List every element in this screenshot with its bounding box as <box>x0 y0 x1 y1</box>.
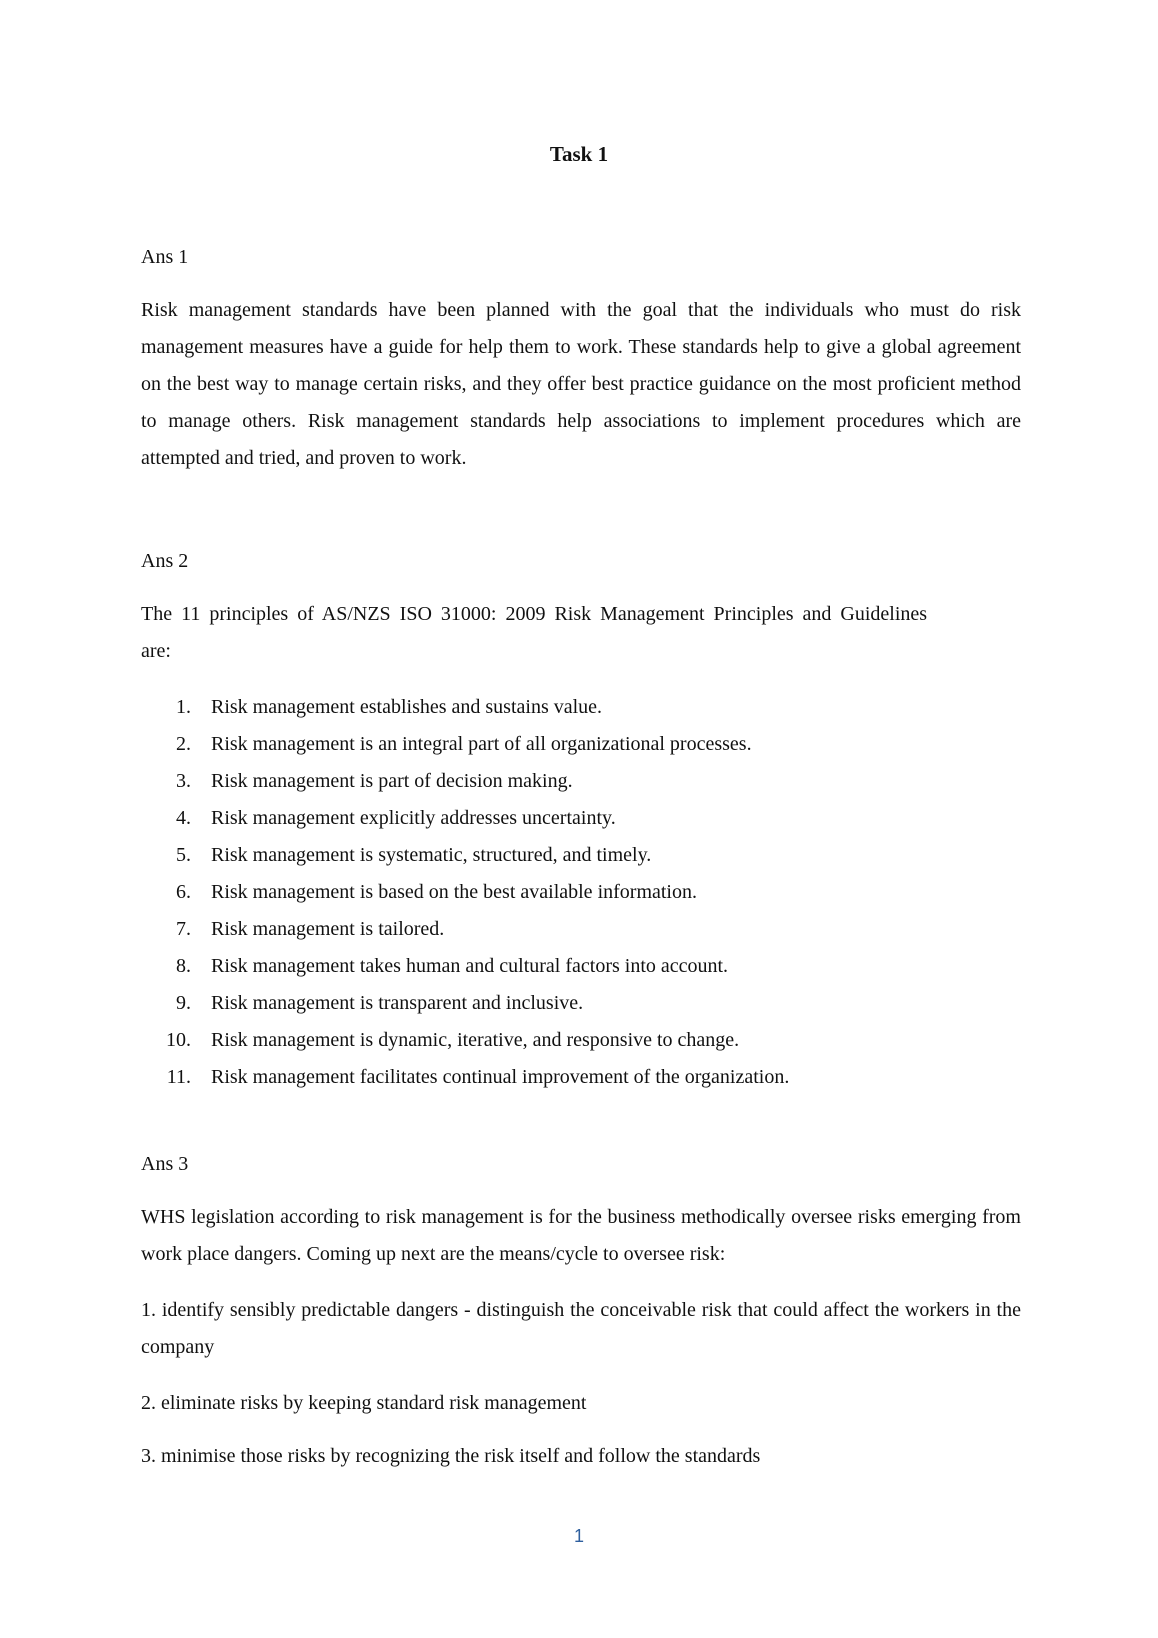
list-number: 6. <box>176 881 191 903</box>
ans3-paragraph: WHS legislation according to risk management is for the business methodically oversee risks emerging from work place dangers. Coming up next are the means/cycle to oversee risk: <box>141 1206 1021 1265</box>
list-item-text: Risk management is tailored. <box>211 918 445 940</box>
list-item-text: Risk management is based on the best available information. <box>211 881 697 903</box>
list-item <box>141 948 1021 985</box>
ans2-heading: Ans 2 <box>141 550 189 572</box>
list-number: 10. <box>166 1029 191 1051</box>
ans3-step-3: 3. minimise those risks by recognizing the risk itself and follow the standards <box>141 1445 761 1467</box>
list-item <box>141 763 1021 800</box>
principles-list <box>141 689 1021 1096</box>
list-item <box>141 911 1021 948</box>
list-number: 4. <box>176 807 191 829</box>
list-item <box>141 1022 1021 1059</box>
ans3-heading: Ans 3 <box>141 1153 189 1175</box>
list-item-text: Risk management takes human and cultural factors into account. <box>211 955 729 977</box>
ans1-paragraph: Risk management standards have been planned with the goal that the individuals who must do risk management measures have a guide for help them to work. These standards help to give a global agreement on the best way to manage certain risks, and they offer best practice guidance on the most proficient method to manage others. Risk management standards help associations to implement procedures which are attempted and tried, and proven to work. <box>141 299 1021 469</box>
list-item <box>141 874 1021 911</box>
list-number: 3. <box>176 770 191 792</box>
ans3-step-2: 2. eliminate risks by keeping standard risk management <box>141 1392 587 1414</box>
list-item-text: Risk management explicitly addresses uncertainty. <box>211 807 616 829</box>
list-number: 11. <box>166 1066 191 1088</box>
list-item <box>141 800 1021 837</box>
page-title: Task 1 <box>549 142 609 166</box>
list-item <box>141 689 1021 726</box>
list-number: 5. <box>176 844 191 866</box>
list-item <box>141 1059 1021 1096</box>
list-number: 1. <box>176 696 191 718</box>
list-item <box>141 726 1021 763</box>
list-item <box>141 837 1021 874</box>
list-item-text: Risk management is transparent and inclusive. <box>211 992 584 1014</box>
ans2-intro-line2: are: <box>141 640 171 662</box>
list-number: 2. <box>176 733 191 755</box>
ans3-step-1: 1. identify sensibly predictable dangers - distinguish the conceivable risk that could affect the workers in the company <box>141 1299 1021 1358</box>
list-number: 8. <box>176 955 191 977</box>
list-item-text: Risk management is an integral part of all organizational processes. <box>211 733 752 755</box>
ans2-intro-line1: The 11 principles of AS/NZS ISO 31000: 2009 Risk Management Principles and Guidelines <box>141 603 928 625</box>
list-item-text: Risk management facilitates continual improvement of the organization. <box>211 1066 790 1088</box>
list-item-text: Risk management is part of decision making. <box>211 770 573 792</box>
list-item <box>141 985 1021 1022</box>
page-number: 1 <box>573 1526 584 1546</box>
list-item-text: Risk management is systematic, structured, and timely. <box>211 844 652 866</box>
list-number: 9. <box>176 992 191 1014</box>
ans1-heading: Ans 1 <box>141 246 189 268</box>
list-number: 7. <box>176 918 191 940</box>
list-item-text: Risk management establishes and sustains value. <box>211 696 603 718</box>
list-item-text: Risk management is dynamic, iterative, and responsive to change. <box>211 1029 740 1051</box>
